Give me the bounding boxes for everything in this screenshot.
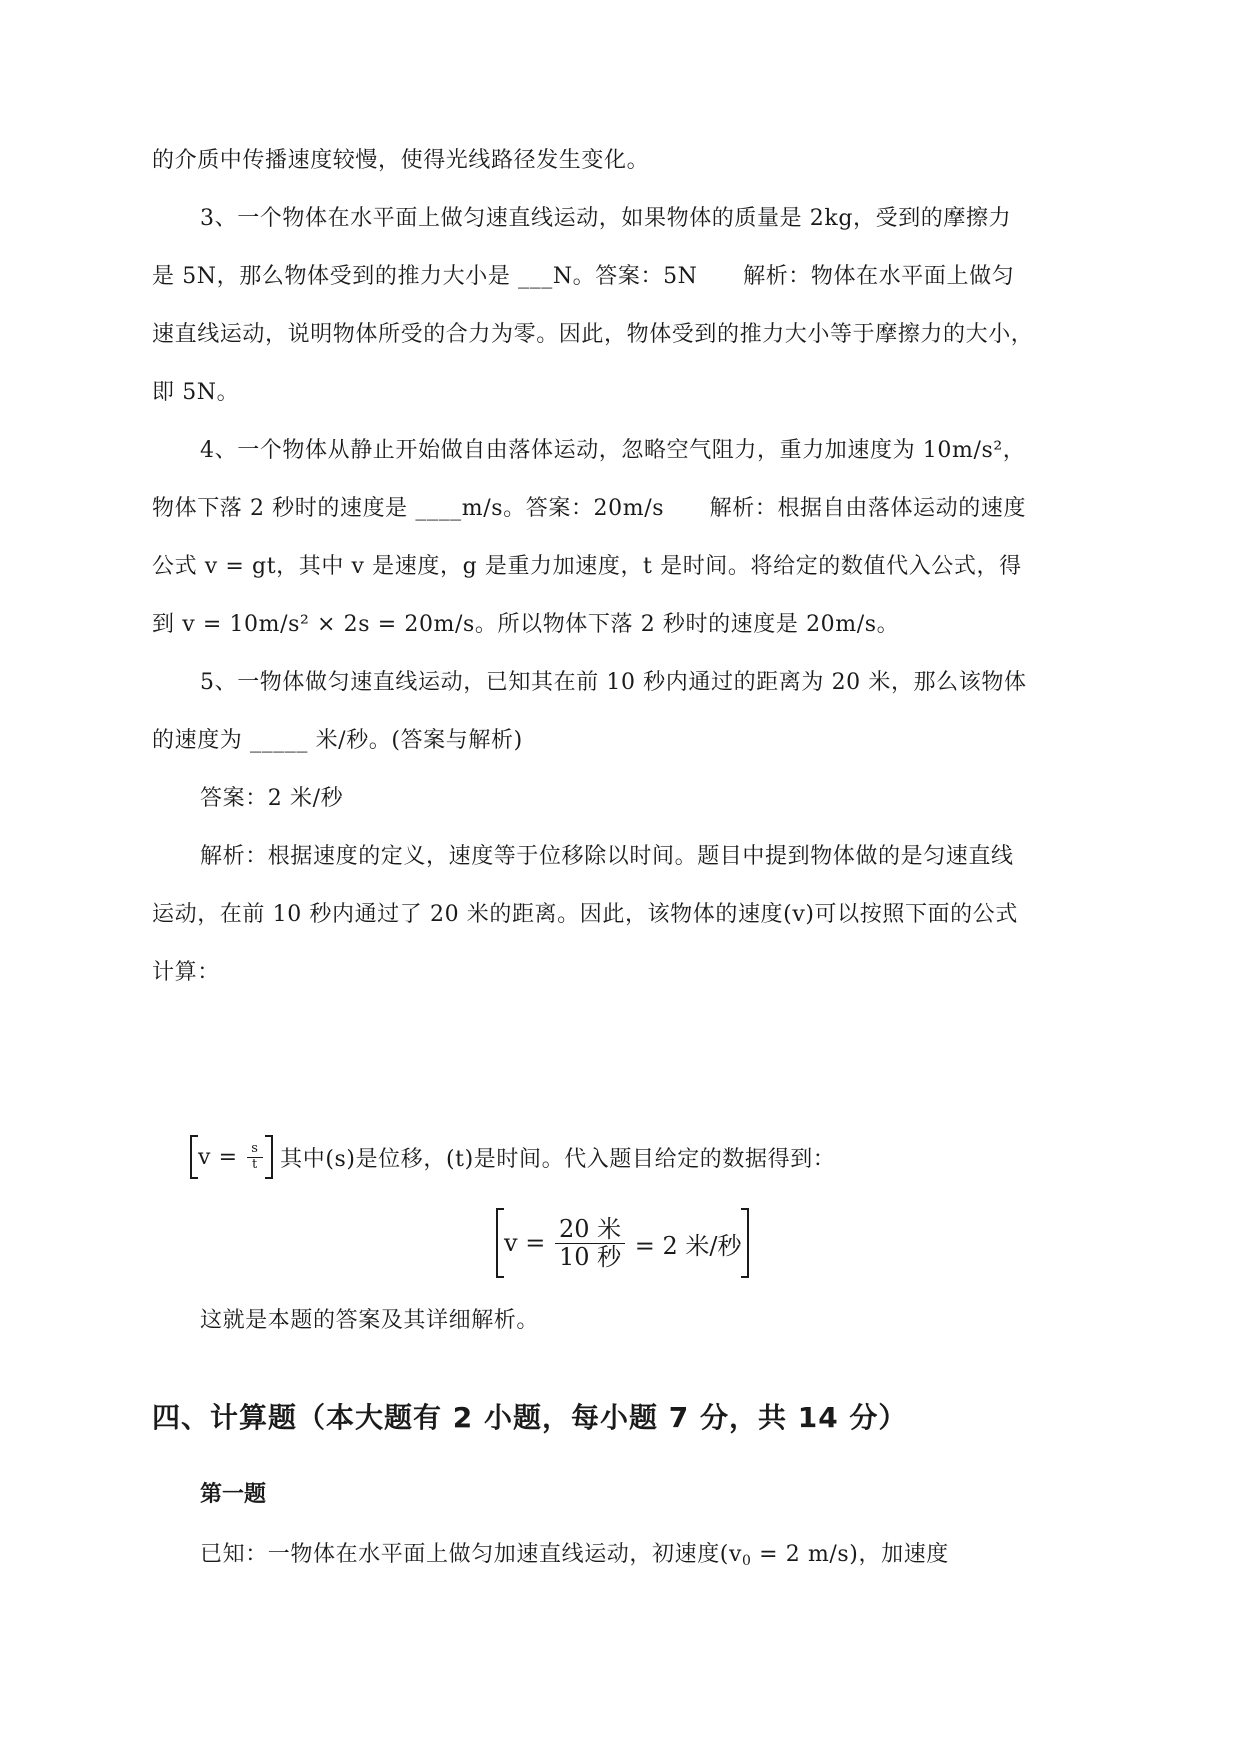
- text-line: 到 v = 10m/s² × 2s = 20m/s。所以物体下落 2 秒时的速度是 20m/s。: [152, 612, 900, 637]
- answer-line: 答案：2 米/秒: [200, 786, 344, 811]
- section-heading: 四、计算题（本大题有 2 小题，每小题 7 分，共 14 分）: [152, 1401, 908, 1434]
- text-line: 运动，在前 10 秒内通过了 20 米的距离。因此，该物体的速度(v)可以按照下面的公式: [152, 902, 1018, 927]
- analysis-line: 解析：根据速度的定义，速度等于位移除以时间。题目中提到物体做的是匀速直线: [200, 844, 1014, 869]
- velocity-formula: [190, 1132, 835, 1182]
- problem-statement: [200, 1540, 949, 1576]
- formula-lhs: v =: [198, 1144, 246, 1170]
- text-line: 的介质中传播速度较慢，使得光线路径发生变化。: [152, 148, 650, 173]
- formula-fraction: [247, 1142, 262, 1172]
- text-line: 即 5N。: [152, 380, 240, 405]
- problem-text: 已知：一物体在水平面上做匀加速直线运动，初速度(v: [200, 1542, 743, 1567]
- subsection-heading: 第一题: [200, 1482, 267, 1507]
- calc-lhs: v =: [504, 1229, 553, 1257]
- text-line: 的速度为 _____ 米/秒。(答案与解析): [152, 728, 523, 753]
- text-line: 速直线运动，说明物体所受的合力为零。因此，物体受到的推力大小等于摩擦力的大小，: [152, 322, 1034, 347]
- calc-fraction: [555, 1216, 625, 1270]
- text-line: 是 5N，那么物体受到的推力大小是 ___N。答案：5N 解析：物体在水平面上做匀: [152, 264, 1015, 289]
- text-line: 物体下落 2 秒时的速度是 ____m/s。答案：20m/s 解析：根据自由落体运动的速度: [152, 496, 1027, 521]
- text-line: 计算：: [152, 960, 220, 985]
- calc-numerator: 20 米: [555, 1216, 625, 1243]
- calc-denominator: 10 秒: [558, 1242, 622, 1271]
- question-4-line: 4、一个物体从静止开始做自由落体运动，忽略空气阻力，重力加速度为 10m/s²，: [200, 438, 1026, 463]
- velocity-calculation: [496, 1200, 749, 1286]
- formula-numerator: s: [247, 1142, 262, 1157]
- question-5-line: 5、一物体做匀速直线运动，已知其在前 10 秒内通过的距离为 20 米，那么该物体: [200, 670, 1027, 695]
- formula-denominator: t: [251, 1156, 258, 1172]
- conclusion-line: 这就是本题的答案及其详细解析。: [200, 1308, 540, 1333]
- question-3-line: 3、一个物体在水平面上做匀速直线运动，如果物体的质量是 2kg，受到的摩擦力: [200, 206, 1012, 231]
- subscript: 0: [742, 1553, 752, 1569]
- text-line: 公式 v = gt，其中 v 是速度，g 是重力加速度，t 是时间。将给定的数值代入公式，得: [152, 554, 1022, 579]
- formula-explanation: 其中(s)是位移，(t)是时间。代入题目给定的数据得到：: [272, 1146, 836, 1172]
- calc-result: = 2 米/秒: [627, 1231, 742, 1260]
- problem-text-end: = 2 m/s)，加速度: [751, 1542, 949, 1567]
